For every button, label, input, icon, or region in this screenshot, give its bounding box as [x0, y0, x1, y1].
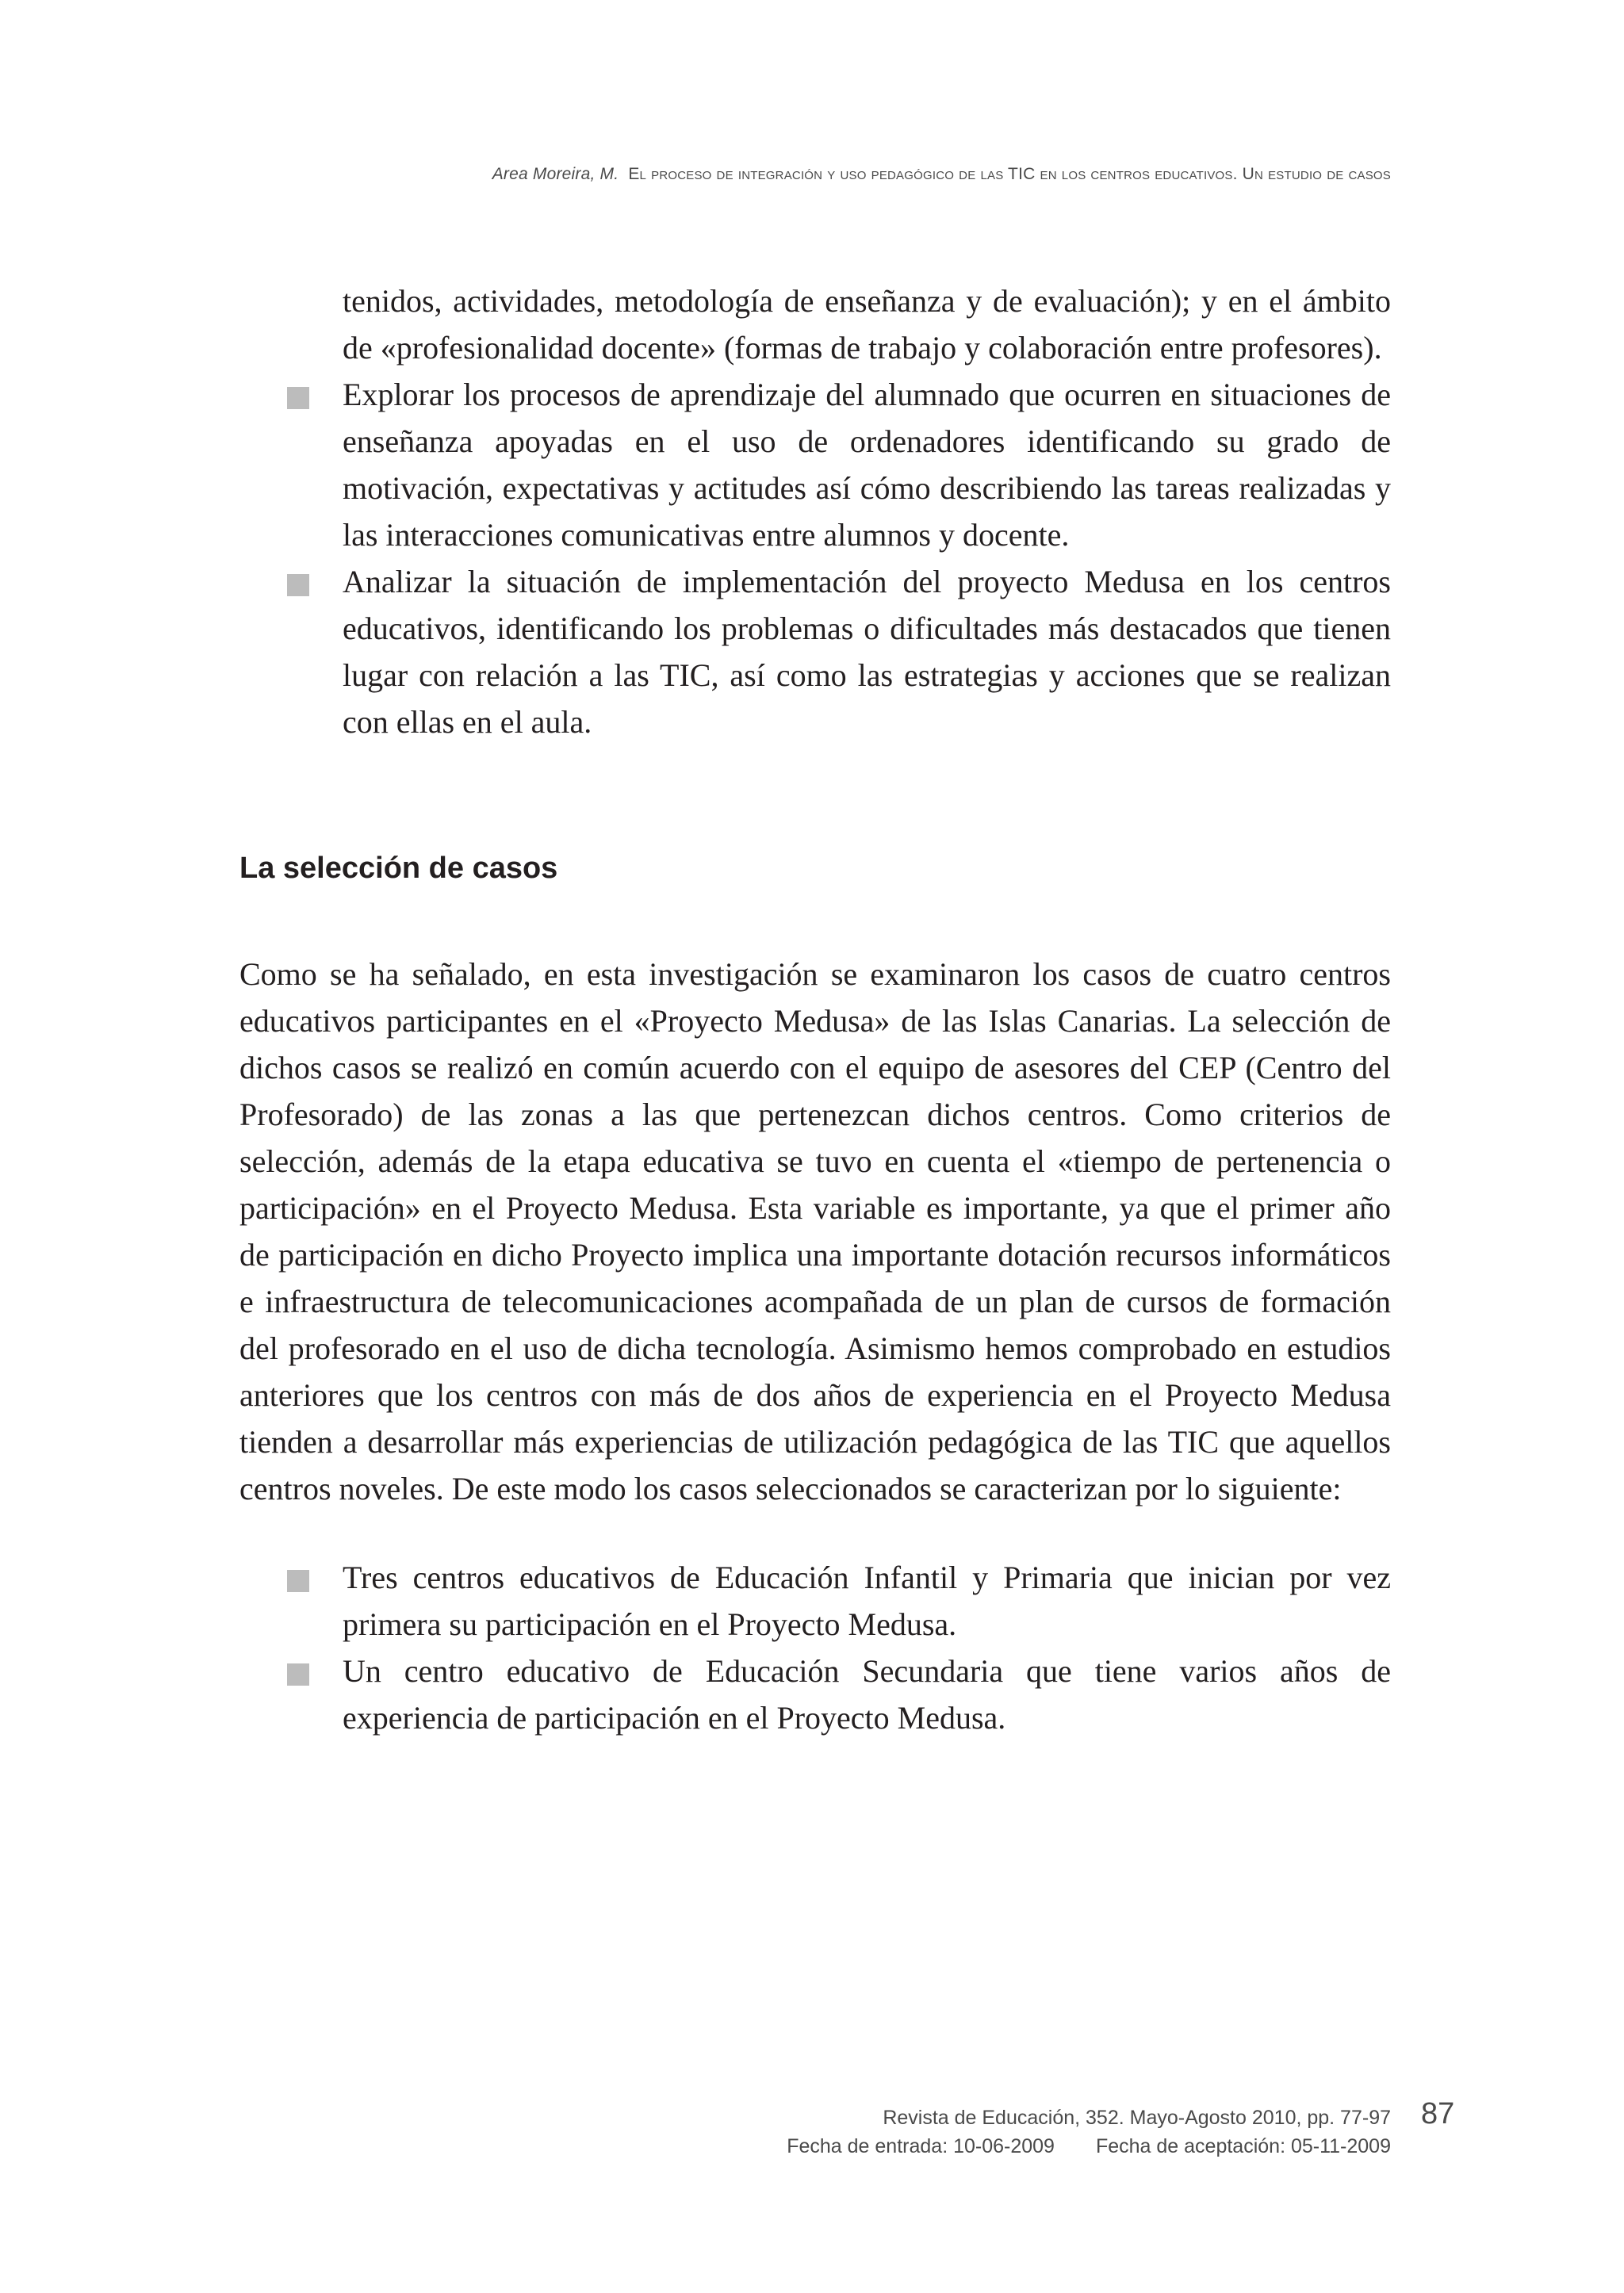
continuation-paragraph: tenidos, actividades, metodología de enseñanza y de evaluación); y en el ámbito de «profesionalidad docente» (formas de trabajo y colaboración entre profesores). — [343, 283, 1391, 366]
list-item-text: Tres centros educativos de Educación Infantil y Primaria que inician por vez primera su participación en el Proyecto Medusa. — [343, 1560, 1391, 1642]
footer-received-date: Fecha de entrada: 10-06-2009 — [787, 2135, 1055, 2157]
footer-dates — [714, 2132, 1391, 2161]
square-bullet-icon — [287, 574, 309, 596]
running-header — [238, 165, 1391, 184]
square-bullet-icon — [287, 1570, 309, 1592]
list-item — [343, 1648, 1391, 1741]
footer-journal: Revista de Educación, 352. Mayo-Agosto 2010, pp. 77-97 — [883, 2107, 1391, 2129]
list-item-text: Explorar los procesos de aprendizaje del alumnado que ocurren en situaciones de enseñanza apoyadas en el uso de ordenadores identificando su grado de motivación, expectativas y actitudes así cómo describiendo las tareas realizadas y las interacciones comunicativas entre alumnos y docente. — [343, 377, 1391, 553]
section-paragraph: Como se ha señalado, en esta investigación se examinaron los casos de cuatro centros educativos participantes en el «Proyecto Medusa» de las Islas Canarias. La selección de dichos casos se realizó en común acuerdo con el equipo de asesores del CEP (Centro del Profesorado) de las zonas a las que pertenezcan dichos centros. Como criterios de selección, además de la etapa educativa se tuvo en cuenta el «tiempo de pertenencia o participación» en el Proyecto Medusa. Esta variable es importante, ya que el primer año de participación en dicho Proyecto implica una importante dotación recursos informáticos e infraestructura de telecomunicaciones acompañada de un plan de cursos de formación del profesorado en el uso de dicha tecnología. Asimismo hemos comprobado en estudios anteriores que los centros con más de dos años de experiencia en el Proyecto Medusa tienden a desarrollar más experiencias de utilización pedagógica de las TIC que aquellos centros noveles. De este modo los casos seleccionados se caracterizan por lo siguiente: — [239, 956, 1391, 1506]
list-item — [343, 558, 1391, 745]
header-author: Area Moreira, M. — [492, 165, 619, 183]
page-number: 87 — [1421, 2097, 1455, 2130]
page-footer — [714, 2104, 1391, 2161]
footer-accepted-date: Fecha de aceptación: 05-11-2009 — [1095, 2135, 1391, 2157]
list-item-text: Analizar la situación de implementación del proyecto Medusa en los centros educativos, identificando los problemas o dificultades más destacados que tienen lugar con relación a las TIC, así como las estrategias y acciones que se realizan con ellas en el aula. — [343, 564, 1391, 740]
header-title: El proceso de integración y uso pedagógico de las TIC en los centros educativos. Un estudio de casos — [628, 165, 1391, 183]
section-heading: La selección de casos — [239, 852, 558, 885]
square-bullet-icon — [287, 387, 309, 409]
cases-list — [343, 1554, 1391, 1741]
list-item — [343, 371, 1391, 558]
list-item-text: Un centro educativo de Educación Secundaria que tiene varios años de experiencia de participación en el Proyecto Medusa. — [343, 1653, 1391, 1736]
objectives-list — [343, 371, 1391, 745]
list-item — [343, 1554, 1391, 1648]
square-bullet-icon — [287, 1663, 309, 1686]
